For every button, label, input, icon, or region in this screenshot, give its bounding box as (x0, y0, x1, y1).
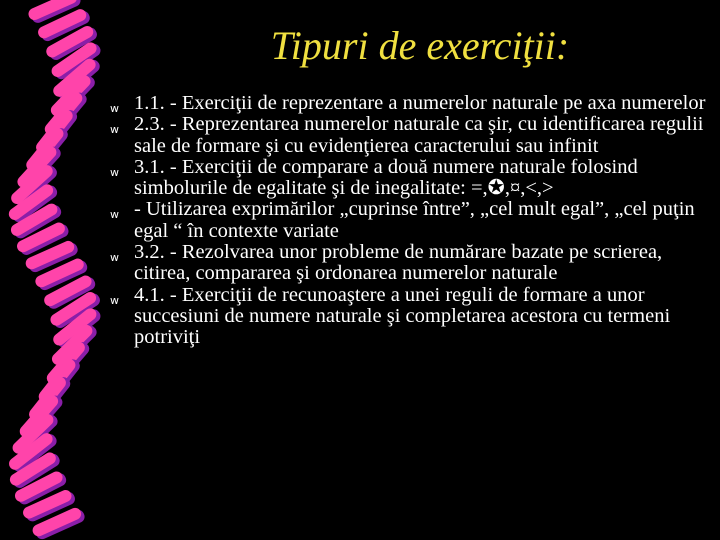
bullet-icon: w (110, 251, 119, 265)
bullet-text: - Utilizarea exprimărilor „cuprinse între”, „cel mult egal”, „cel puţin egal “ în contexte variate (134, 198, 695, 242)
bullet-item-2 (110, 114, 710, 157)
bullet-text: 1.1. - Exerciţii de reprezentare a numerelor naturale pe axa numerelor (134, 92, 706, 114)
bullet-text: 2.3. - Reprezentarea numerelor naturale ca şir, cu identificarea regulii sale de formare şi cu evidenţierea caracterului sau infinit (134, 113, 704, 157)
bullet-icon: w (110, 293, 119, 307)
bullet-item-5 (110, 242, 710, 285)
bullet-icon: w (110, 165, 119, 179)
bullet-text: 4.1. - Exerciţii de recunoaştere a unei reguli de formare a unor succesiuni de numere naturale şi completarea acestora cu termeni potriviţi (134, 283, 671, 349)
bullet-item-4 (110, 199, 710, 242)
bullet-item-3 (110, 157, 710, 200)
bullet-list (110, 93, 710, 349)
bullet-text: 3.2. - Rezolvarea unor probleme de numărare bazate pe scrierea, citirea, compararea şi ordonarea numerelor naturale (134, 241, 663, 285)
bullet-text: 3.1. - Exerciţii de comparare a două numere naturale folosind simbolurile de egalitate şi de inegalitate: =,✪,¤,<,> (134, 155, 638, 200)
bullet-icon: w (110, 123, 119, 137)
bullet-icon: w (110, 102, 119, 115)
decorative-ribbon (0, 0, 110, 540)
bullet-item-6 (110, 285, 710, 349)
bullet-item-1 (110, 93, 710, 114)
bullet-icon: w (110, 208, 119, 222)
slide-title: Tipuri de exerciţii: (270, 23, 570, 68)
